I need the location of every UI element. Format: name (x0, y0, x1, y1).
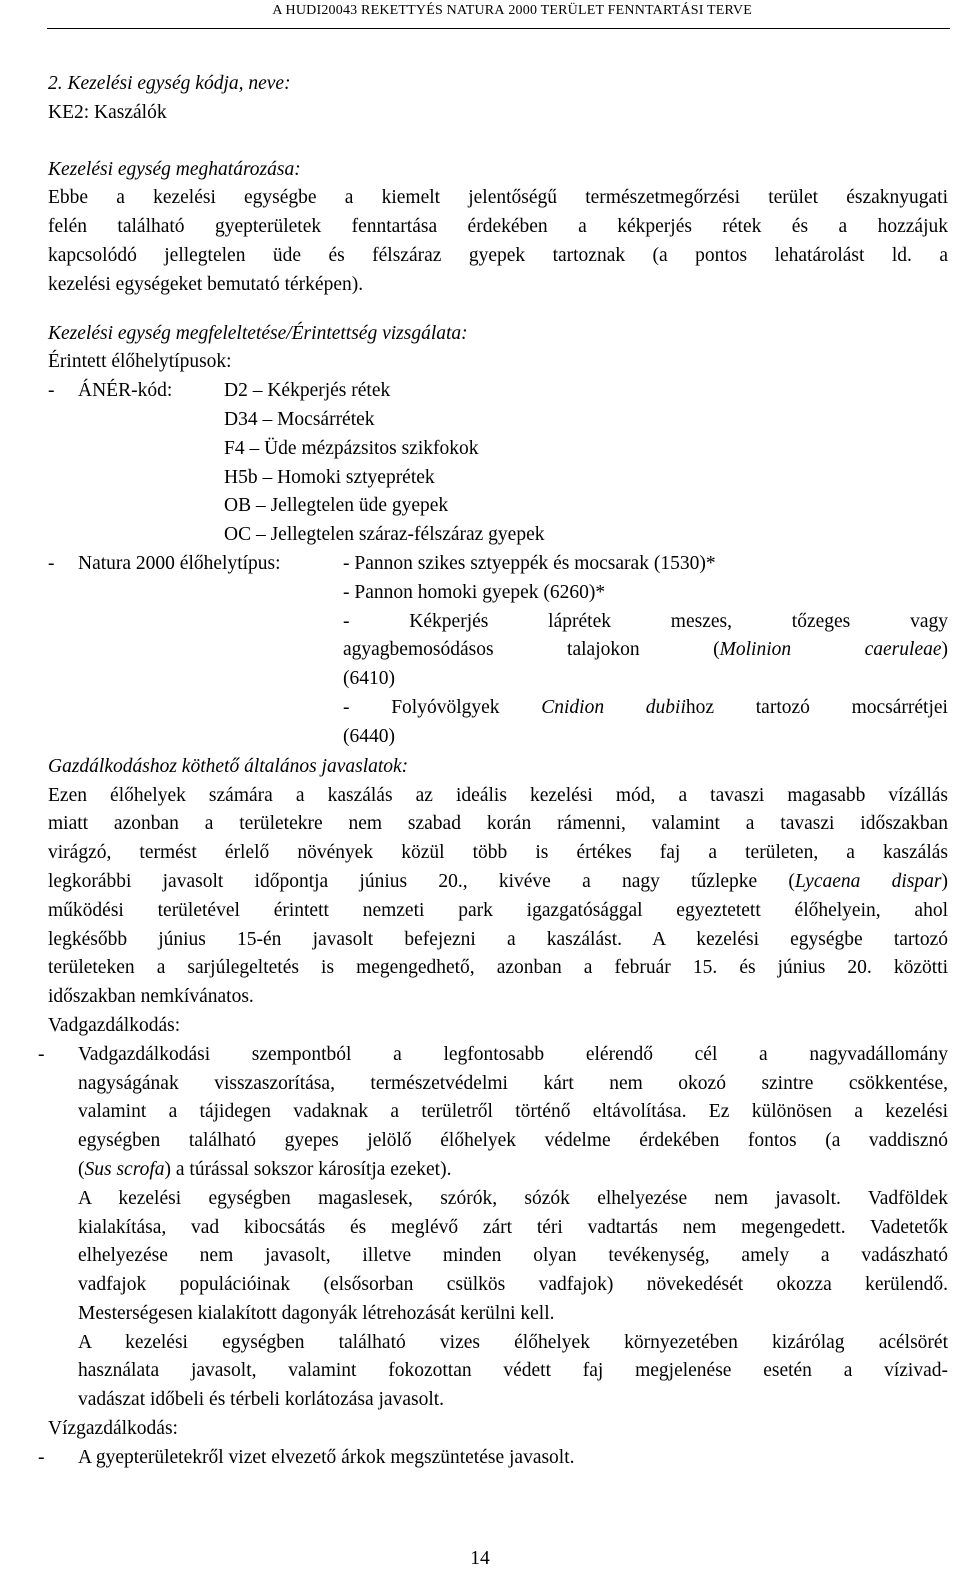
page-number: 14 (470, 1548, 490, 1569)
paragraph-line (48, 868, 948, 897)
aner-code: H5b – Homoki sztyeprétek (224, 466, 435, 488)
definition-heading: Kezelési egység meghatározása: (48, 158, 301, 180)
paragraph-line: elhelyezése nem javasolt, illetve minden olyan tevékenység, amely a vadászható (78, 1245, 948, 1267)
main-content (38, 70, 948, 1473)
header-text: 2000 TERÜLET FENNTARTÁSI TERVE (504, 3, 752, 18)
text-run: ) (941, 639, 948, 661)
running-header (272, 3, 752, 19)
natura-item: (6410) (343, 668, 395, 690)
natura-item (343, 636, 948, 665)
paragraph-line: Vadgazdálkodási szempontból a legfontosabb elérendő cél a nagyvadállomány (78, 1043, 948, 1065)
paragraph-line: vadfajok populációinak (elsősorban csülkös vadfajok) növekedését okozza kerülendő. (78, 1274, 948, 1296)
latin-name: Sus scrofa (84, 1158, 165, 1180)
list-dash: - (48, 380, 55, 402)
list-dash: - (38, 1043, 45, 1065)
paragraph-line: nagyságának visszaszorítása, természetvédelmi kárt nem okozó szintre csökkentése, (78, 1072, 948, 1094)
text-run: legkorábbi javasolt időpontja június 20., kivéve a nagy tűzlepke ( (48, 870, 795, 892)
paragraph-line: virágzó, termést érlelő növények közül több is értékes faj a területen, a kaszálás (48, 842, 948, 864)
paragraph-line: vadászat időbeli és térbeli korlátozása javasolt. (78, 1389, 445, 1411)
text-run: ( (78, 1158, 85, 1180)
list-dash: - (38, 1446, 45, 1468)
paragraph-line: egységben található gyepes jelölő élőhelyek védelme érdekében fontos (a vaddisznó (78, 1130, 948, 1152)
paragraph-line: felén található gyepterületek fenntartása érdekében a kékperjés rétek és a hozzájuk (48, 216, 948, 238)
paragraph-line: Ezen élőhelyek számára a kaszálás az ideális kezelési mód, a tavaszi magasabb vízállás (48, 784, 948, 806)
natura-list (343, 550, 948, 752)
paragraph-line: kapcsolódó jellegtelen üde és félszáraz gyepek tartoznak (a pontos lehatárolást ld. a (48, 244, 948, 266)
header-text: N (442, 3, 457, 18)
natura-item: - Pannon homoki gyepek (6260)* (343, 581, 606, 603)
aner-code: D2 – Kékperjés rétek (224, 380, 391, 402)
natura-item (343, 694, 948, 723)
natura-item: (6440) (343, 725, 395, 747)
section-heading: 2. Kezelési egység kódja, neve: (48, 73, 291, 94)
correspondence-heading: Kezelési egység megfeleltetése/Érintettség vizsgálata: (48, 322, 468, 344)
paragraph-line: A kezelési egységben található vizes élőhelyek környezetében kizárólag acélsörét (78, 1331, 948, 1353)
paragraph-line (78, 1156, 948, 1185)
water-text: A gyepterületekről vizet elvezető árkok megszüntetése javasolt. (78, 1446, 575, 1468)
list-dash: - (48, 552, 55, 574)
paragraph-line: legkésőbb június 15-én javasolt befejezni a kaszálást. A kezelési egységbe tartozó (48, 928, 948, 950)
paragraph-line: Ebbe a kezelési egységbe a kiemelt jelentőségű természetmegőrzési terület északnyugati (48, 187, 948, 209)
unit-name: KE2: Kaszálók (48, 101, 167, 123)
water-item (38, 1444, 948, 1473)
water-heading: Vízgazdálkodás: (48, 1418, 178, 1440)
hunting-heading: Vadgazdálkodás: (48, 1014, 181, 1036)
header-rule (47, 28, 950, 29)
natura-item: - Pannon szikes sztyeppék és mocsarak (1530)* (343, 552, 716, 574)
spacer (48, 300, 948, 320)
text-run: hoz tartozó mocsárrétjei (685, 696, 948, 718)
paragraph-line: használata javasolt, valamint fokozottan védett faj megjelenése esetén a vízivad- (78, 1360, 948, 1382)
aner-code: F4 – Üde mézpázsitos szikfokok (224, 437, 479, 459)
header-text: A HUDI20043 R (272, 3, 371, 18)
text-run: - Folyóvölgyek (343, 696, 542, 718)
paragraph-line: Mesterségesen kialakított dagonyák létrehozását kerülni kell. (78, 1302, 555, 1324)
text-run: ) a túrással sokszor károsítja ezeket). (164, 1158, 452, 1180)
aner-code: OB – Jellegtelen üde gyepek (224, 495, 449, 517)
natura-label: Natura 2000 élőhelytípus: (78, 552, 281, 574)
aner-label: ÁNÉR-kód: (78, 380, 173, 402)
latin-name: Lycaena dispar (794, 870, 942, 892)
aner-row (48, 377, 948, 406)
text-run: agyagbemosódásos talajokon ( (343, 639, 720, 661)
paragraph-line: területeken a sarjúlegeltetés is megengedhető, azonban a február 15. és június 20. közötti (48, 957, 948, 979)
aner-code: OC – Jellegtelen száraz-félszáraz gyepek (224, 524, 545, 546)
latin-name: Cnidion dubii (541, 696, 686, 718)
paragraph-line: miatt azonban a területekre nem szabad korán rámenni, valamint a tavaszi időszakban (48, 813, 948, 835)
hunting-item (38, 1041, 948, 1415)
aner-code: D34 – Mocsárrétek (224, 408, 375, 430)
paragraph-line: kezelési egységeket bemutató térképen). (48, 273, 364, 295)
paragraph-line: működési területével érintett nemzeti park igazgatósággal egyeztetett élőhelyein, ahol (48, 899, 948, 921)
header-text: EKETTYÉS (370, 3, 443, 18)
text-run: ) (941, 870, 948, 892)
habitat-label: Érintett élőhelytípusok: (48, 351, 232, 373)
paragraph-line: időszakban nemkívánatos. (48, 986, 254, 1008)
paragraph-line: A kezelési egységben magaslesek, szórók, sózók elhelyezése nem javasolt. Vadföldek (78, 1187, 948, 1209)
latin-name: Molinion caeruleae (719, 639, 942, 661)
paragraph-line: valamint a tájidegen vadaknak a területről történő eltávolítása. Ez különösen a kezelési (78, 1101, 948, 1123)
natura-item: - Kékperjés láprétek meszes, tőzeges vagy (343, 610, 948, 632)
natura-block (48, 550, 948, 747)
spacer (48, 128, 948, 156)
general-heading: Gazdálkodáshoz köthető általános javaslatok: (48, 755, 409, 777)
paragraph-line: kialakítása, vad kibocsátás és meglévő zárt téri vadtartás nem megengedett. Vadetetők (78, 1216, 948, 1238)
header-text: ATURA (456, 3, 505, 18)
